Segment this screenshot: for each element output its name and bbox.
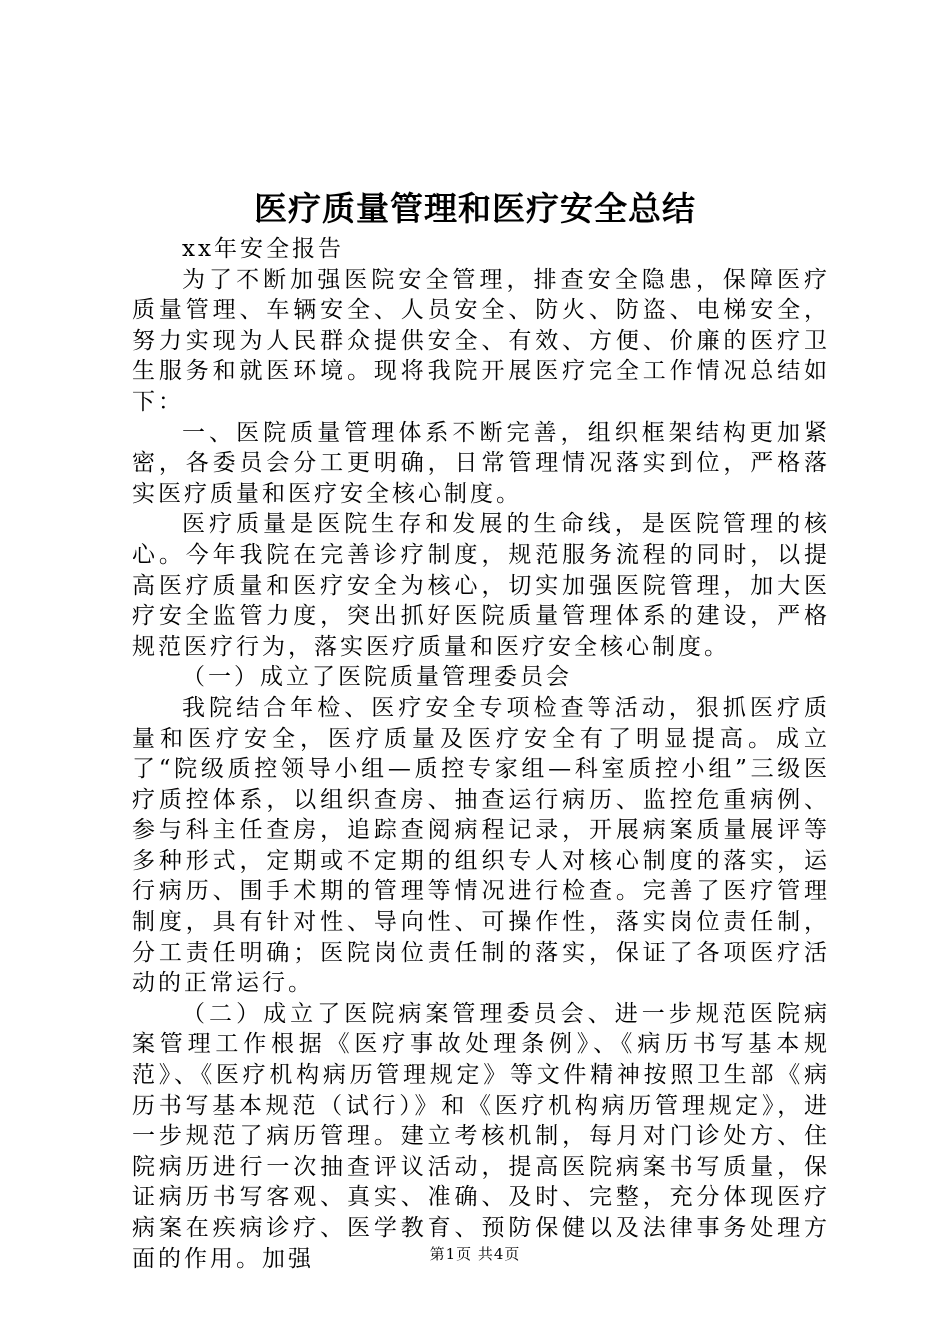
- paragraph-records-committee: （二）成立了医院病案管理委员会、进一步规范医院病案管理工作根据《医疗事故处理条例》、《病历书写基本规范》、《医疗机构病历管理规定》等文件精神按照卫生部《病历书写基本规范（试行）》和《医疗机构病历管理规定》，进一步规范了病历管理。建立考核机制，每月对门诊处方、住院病历进行一次抽查评议活动，提高医院病案书写质量，保证病历书写客观、真实、准确、及时、完整，充分体现医疗病案在疾病诊疗、医学教育、预防保健以及法律事务处理方面的作用。加强: [132, 1000, 830, 1272]
- paragraph-intro: 为了不断加强医院安全管理，排查安全隐患，保障医疗质量管理、车辆安全、人员安全、防火、防盗、电梯安全，努力实现为人民群众提供安全、有效、方便、价廉的医疗卫生服务和就医环境。现将我院开展医疗完全工作情况总结如下：: [132, 266, 830, 415]
- paragraph-report-heading: xx年安全报告: [182, 236, 344, 262]
- paragraph-quality-core: 医疗质量是医院生存和发展的生命线，是医院管理的核心。今年我院在完善诊疗制度，规范服务流程的同时，以提高医疗质量和医疗安全为核心，切实加强医院管理，加大医疗安全监管力度，突出抓好医院质量管理体系的建设，严格规范医疗行为，落实医疗质量和医疗安全核心制度。: [132, 511, 830, 660]
- paragraph-quality-committee: 我院结合年检、医疗安全专项检查等活动，狠抓医疗质量和医疗安全，医疗质量及医疗安全有了明显提高。成立了“院级质控领导小组—质控专家组—科室质控小组”三级医疗质控体系，以组织查房、抽查运行病历、监控危重病例、参与科主任查房，追踪查阅病程记录，开展病案质量展评等多种形式，定期或不定期的组织专人对核心制度的落实，运行病历、围手术期的管理等情况进行检查。完善了医疗管理制度，具有针对性、导向性、可操作性，落实岗位责任制，分工责任明确；医院岗位责任制的落实，保证了各项医疗活动的正常运行。: [132, 694, 830, 997]
- page-number-footer: 第1页 共4页: [429, 1245, 521, 1263]
- paragraph-subheading-one: （一）成立了医院质量管理委员会: [182, 664, 572, 691]
- paragraph-section-one: 一、医院质量管理体系不断完善，组织框架结构更加紧密，各委员会分工更明确，日常管理情况落实到位，严格落实医疗质量和医疗安全核心制度。: [132, 419, 830, 507]
- document-body: [132, 234, 830, 1274]
- document-title: 医疗质量管理和医疗安全总结: [254, 189, 696, 228]
